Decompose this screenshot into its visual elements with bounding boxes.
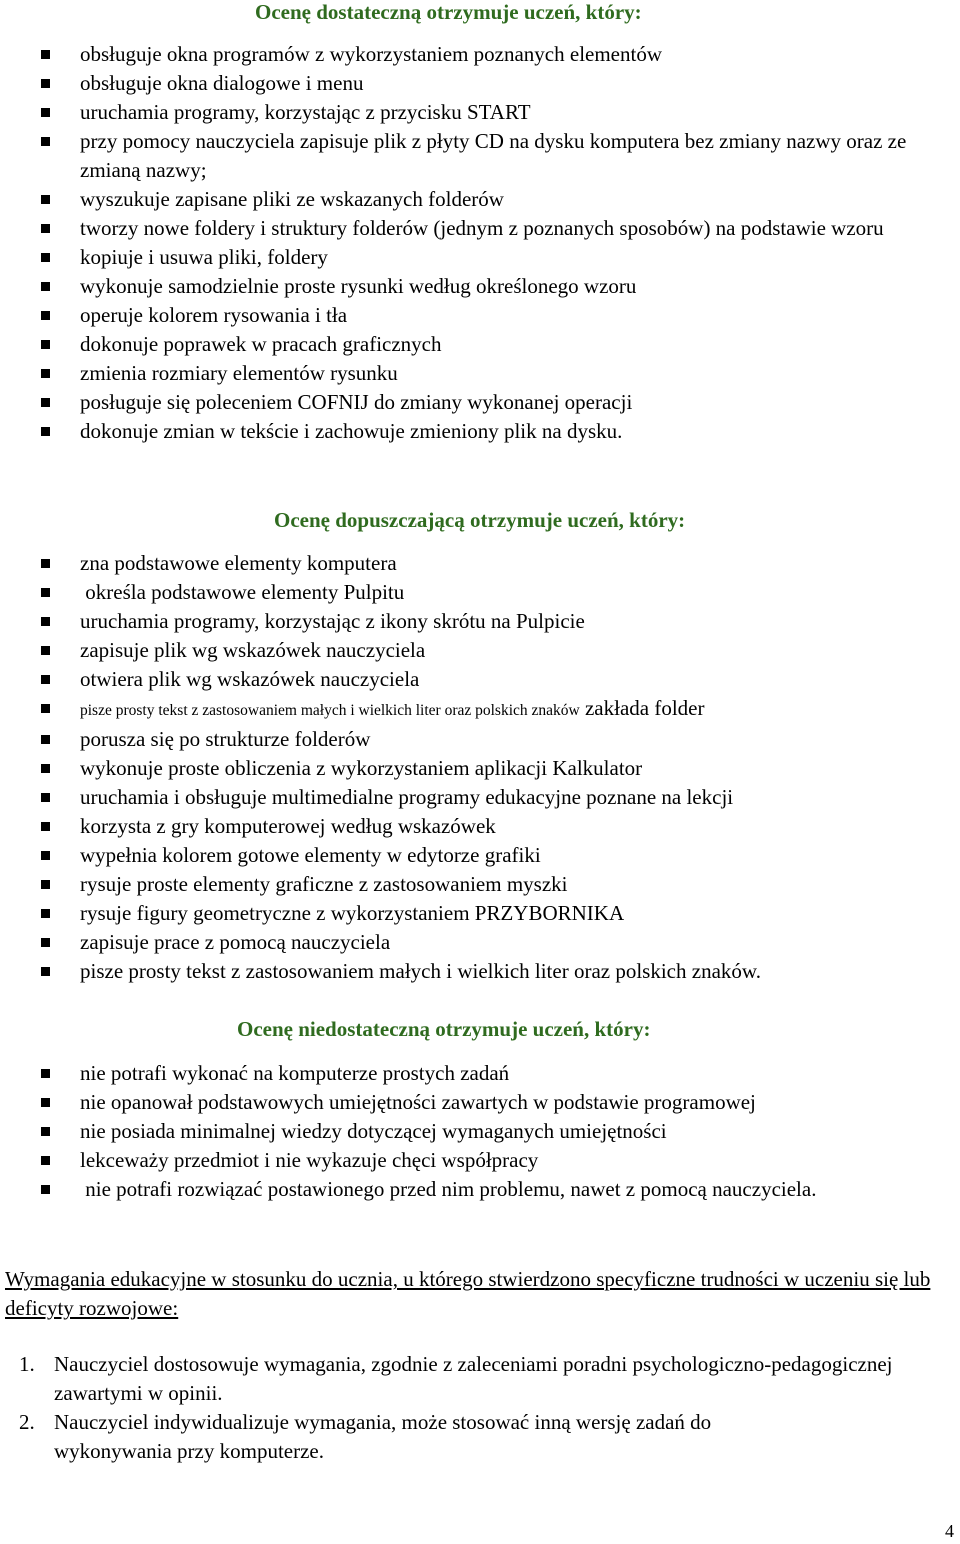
list-item: nie posiada minimalnej wiedzy dotyczącej wymaganych umiejętności	[0, 1117, 960, 1146]
section-heading-dopuszczajaca: Ocenę dopuszczającą otrzymuje uczeń, który:	[274, 508, 686, 532]
list-item: operuje kolorem rysowania i tła	[0, 301, 960, 330]
numbered-item: 2. Nauczyciel indywidualizuje wymagania, może stosować inną wersję zadań do wykonywania przy komputerze.	[19, 1410, 712, 1463]
list-item: tworzy nowe foldery i struktury folderów (jednym z poznanych sposobów) na podstawie wzoru	[0, 214, 960, 243]
requirements-title: Wymagania edukacyjne w stosunku do ucznia, u którego stwierdzono specyficzne trudności w uczeniu się lub deficyty rozwojowe:	[5, 1267, 931, 1320]
section-heading-dostateczna: Ocenę dostateczną otrzymuje uczeń, który:	[255, 0, 642, 24]
bullet-square-icon	[41, 793, 50, 802]
bullet-square-icon	[41, 340, 50, 349]
bullet-square-icon	[41, 617, 50, 626]
list-item: zapisuje plik wg wskazówek nauczyciela	[0, 636, 960, 665]
list-item: uruchamia i obsługuje multimedialne programy edukacyjne poznane na lekcji	[0, 783, 960, 812]
list-item: nie opanował podstawowych umiejętności zawartych w podstawie programowej	[0, 1088, 960, 1117]
bullet-square-icon	[41, 559, 50, 568]
list-item: dokonuje zmian w tekście i zachowuje zmieniony plik na dysku.	[0, 417, 960, 446]
list-item: uruchamia programy, korzystając z ikony skrótu na Pulpicie	[0, 607, 960, 636]
list-item: wypełnia kolorem gotowe elementy w edytorze grafiki	[0, 841, 960, 870]
list-item: otwiera plik wg wskazówek nauczyciela	[0, 665, 960, 694]
list-item: uruchamia programy, korzystając z przycisku START	[0, 98, 960, 127]
bullet-square-icon	[41, 764, 50, 773]
bullet-square-icon	[41, 646, 50, 655]
bullet-square-icon	[41, 108, 50, 117]
list-item: pisze prosty tekst z zastosowaniem małych i wielkich liter oraz polskich znaków.	[0, 957, 960, 986]
bullet-square-icon	[41, 967, 50, 976]
list-item: nie potrafi wykonać na komputerze prostych zadań	[0, 1059, 960, 1088]
bullet-square-icon	[41, 253, 50, 262]
bullet-list-niedostateczna	[0, 1059, 960, 1204]
list-item: przy pomocy nauczyciela zapisuje plik z płyty CD na dysku komputera bez zmiany nazwy oraz ze zmianą nazwy;	[0, 127, 960, 185]
bullet-square-icon	[41, 822, 50, 831]
bullet-square-icon	[41, 79, 50, 88]
list-item: obsługuje okna dialogowe i menu	[0, 69, 960, 98]
bullet-list-dostateczna	[0, 40, 960, 446]
bullet-square-icon	[41, 195, 50, 204]
page-number: 4	[945, 1521, 954, 1541]
numbered-item: 1. Nauczyciel dostosowuje wymagania, zgodnie z zaleceniami poradni psychologiczno-pedagogicznej zawartymi w opinii.	[19, 1352, 893, 1405]
bullet-square-icon	[41, 880, 50, 889]
bullet-square-icon	[41, 675, 50, 684]
bullet-square-icon	[41, 1156, 50, 1165]
bullet-square-icon	[41, 909, 50, 918]
list-item: wykonuje proste obliczenia z wykorzystaniem aplikacji Kalkulator	[0, 754, 960, 783]
bullet-square-icon	[41, 398, 50, 407]
list-item: dokonuje poprawek w pracach graficznych	[0, 330, 960, 359]
bullet-square-icon	[41, 704, 50, 713]
list-item-mixed: pisze prosty tekst z zastosowaniem małych i wielkich liter oraz polskich znaków zakłada folder	[0, 694, 960, 725]
bullet-square-icon	[41, 224, 50, 233]
section-heading-niedostateczna: Ocenę niedostateczną otrzymuje uczeń, który:	[237, 1017, 651, 1041]
bullet-square-icon	[41, 735, 50, 744]
bullet-list-dopuszczajaca	[0, 549, 960, 986]
list-item: lekceważy przedmiot i nie wykazuje chęci współpracy	[0, 1146, 960, 1175]
bullet-square-icon	[41, 50, 50, 59]
list-item: korzysta z gry komputerowej według wskazówek	[0, 812, 960, 841]
bullet-square-icon	[41, 588, 50, 597]
list-item: posługuje się poleceniem COFNIJ do zmiany wykonanej operacji	[0, 388, 960, 417]
requirements-list	[0, 1350, 960, 1466]
list-item: zmienia rozmiary elementów rysunku	[0, 359, 960, 388]
list-item: rysuje proste elementy graficzne z zastosowaniem myszki	[0, 870, 960, 899]
list-item: kopiuje i usuwa pliki, foldery	[0, 243, 960, 272]
bullet-square-icon	[41, 369, 50, 378]
list-item: określa podstawowe elementy Pulpitu	[0, 578, 960, 607]
list-item: zapisuje prace z pomocą nauczyciela	[0, 928, 960, 957]
bullet-square-icon	[41, 1098, 50, 1107]
list-item: wyszukuje zapisane pliki ze wskazanych folderów	[0, 185, 960, 214]
bullet-square-icon	[41, 851, 50, 860]
list-item: zna podstawowe elementy komputera	[0, 549, 960, 578]
bullet-square-icon	[41, 137, 50, 146]
bullet-square-icon	[41, 1069, 50, 1078]
bullet-square-icon	[41, 1185, 50, 1194]
bullet-square-icon	[41, 938, 50, 947]
list-item: wykonuje samodzielnie proste rysunki według określonego wzoru	[0, 272, 960, 301]
bullet-square-icon	[41, 1127, 50, 1136]
list-item: porusza się po strukturze folderów	[0, 725, 960, 754]
bullet-square-icon	[41, 311, 50, 320]
list-item: nie potrafi rozwiązać postawionego przed nim problemu, nawet z pomocą nauczyciela.	[0, 1175, 960, 1204]
list-item: rysuje figury geometryczne z wykorzystaniem PRZYBORNIKA	[0, 899, 960, 928]
bullet-square-icon	[41, 427, 50, 436]
list-item: obsługuje okna programów z wykorzystaniem poznanych elementów	[0, 40, 960, 69]
bullet-square-icon	[41, 282, 50, 291]
